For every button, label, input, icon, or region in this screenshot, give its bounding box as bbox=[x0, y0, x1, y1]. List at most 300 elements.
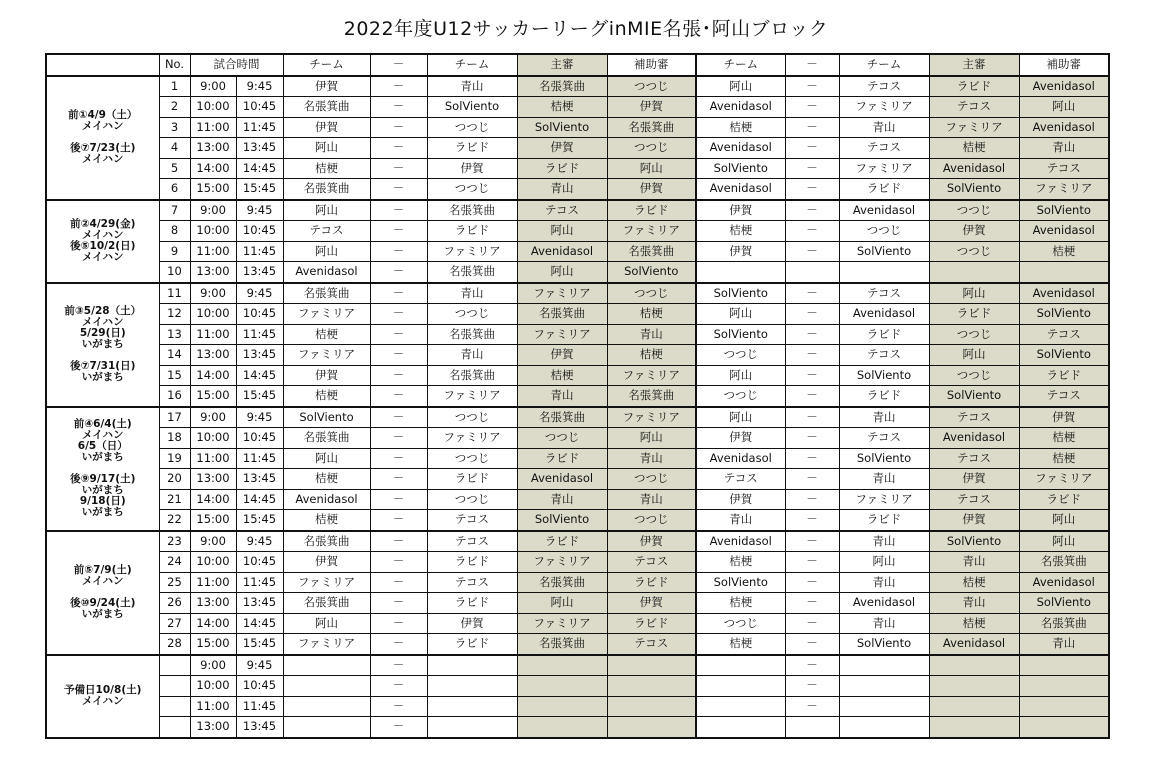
match-no: 16 bbox=[159, 386, 190, 407]
table-row bbox=[46, 262, 1109, 283]
start-time: 9:00 bbox=[190, 655, 236, 676]
team-a-home: Avenidasol bbox=[283, 489, 370, 510]
referee-a: ラビド bbox=[517, 448, 607, 469]
end-time: 14:45 bbox=[236, 489, 283, 510]
team-b-home: 阿山 bbox=[696, 407, 785, 428]
referee-b: テコス bbox=[929, 407, 1019, 428]
start-time: 10:00 bbox=[190, 676, 236, 697]
team-b-away: テコス bbox=[839, 138, 929, 159]
vs-dash: － bbox=[785, 552, 839, 573]
vs-dash: － bbox=[370, 262, 427, 283]
team-b-away: ラビド bbox=[839, 386, 929, 407]
team-b-home: つつじ bbox=[696, 386, 785, 407]
vs-dash: － bbox=[370, 572, 427, 593]
date-line: メイハン bbox=[81, 251, 124, 264]
referee-a bbox=[517, 655, 607, 676]
table-row bbox=[46, 179, 1109, 200]
referee-b: 伊賀 bbox=[929, 221, 1019, 242]
team-b-away: 青山 bbox=[839, 613, 929, 634]
date-line: 後⑨9/17(土) bbox=[70, 473, 136, 485]
referee-b: Avenidasol bbox=[929, 428, 1019, 449]
start-time: 9:00 bbox=[190, 76, 236, 97]
team-b-away: 青山 bbox=[839, 407, 929, 428]
start-time: 14:00 bbox=[190, 158, 236, 179]
vs-dash: － bbox=[370, 324, 427, 345]
assistant-b: SolViento bbox=[1019, 593, 1109, 614]
assistant-b: テコス bbox=[1019, 158, 1109, 179]
team-b-away: テコス bbox=[839, 76, 929, 97]
team-b-away bbox=[839, 262, 929, 283]
match-no: 6 bbox=[159, 179, 190, 200]
vs-dash: － bbox=[370, 448, 427, 469]
referee-b: ラビド bbox=[929, 304, 1019, 325]
referee-b bbox=[929, 262, 1019, 283]
end-time: 14:45 bbox=[236, 613, 283, 634]
vs-dash: － bbox=[785, 283, 839, 304]
assistant-a bbox=[607, 655, 696, 676]
match-date-cell bbox=[46, 407, 159, 531]
team-b-away: SolViento bbox=[839, 241, 929, 262]
referee-a: 青山 bbox=[517, 386, 607, 407]
referee-a: 青山 bbox=[517, 489, 607, 510]
match-no: 8 bbox=[159, 221, 190, 242]
match-no: 27 bbox=[159, 613, 190, 634]
assistant-a: つつじ bbox=[607, 283, 696, 304]
end-time: 15:45 bbox=[236, 179, 283, 200]
assistant-b: 桔梗 bbox=[1019, 428, 1109, 449]
date-line: メイハン bbox=[81, 153, 124, 166]
start-time: 13:00 bbox=[190, 345, 236, 366]
vs-dash: － bbox=[370, 158, 427, 179]
date-line: 前①4/9（土） bbox=[68, 108, 138, 121]
assistant-a: テコス bbox=[607, 552, 696, 573]
referee-a: テコス bbox=[517, 200, 607, 221]
team-b-home: 桔梗 bbox=[696, 593, 785, 614]
team-b-away: Avenidasol bbox=[839, 593, 929, 614]
team-b-home bbox=[696, 262, 785, 283]
table-row bbox=[46, 696, 1109, 717]
referee-a: Avenidasol bbox=[517, 469, 607, 490]
assistant-b: Avenidasol bbox=[1019, 572, 1109, 593]
assistant-a: つつじ bbox=[607, 510, 696, 531]
team-b-home: 阿山 bbox=[696, 76, 785, 97]
team-a-home: 桔梗 bbox=[283, 324, 370, 345]
end-time: 13:45 bbox=[236, 262, 283, 283]
vs-dash: － bbox=[370, 634, 427, 655]
team-b-away bbox=[839, 676, 929, 697]
match-no: 19 bbox=[159, 448, 190, 469]
date-line: 後⑤10/2(日) bbox=[70, 240, 136, 252]
match-no: 12 bbox=[159, 304, 190, 325]
assistant-a: ファミリア bbox=[607, 221, 696, 242]
end-time: 14:45 bbox=[236, 365, 283, 386]
match-no: 13 bbox=[159, 324, 190, 345]
match-no: 21 bbox=[159, 489, 190, 510]
team-a-away: 名張箕曲 bbox=[427, 262, 517, 283]
team-b-home: 青山 bbox=[696, 510, 785, 531]
assistant-b: Avenidasol bbox=[1019, 221, 1109, 242]
team-b-home: SolViento bbox=[696, 324, 785, 345]
referee-a: ファミリア bbox=[517, 283, 607, 304]
vs-dash: － bbox=[370, 717, 427, 738]
team-b-away: テコス bbox=[839, 428, 929, 449]
team-a-away bbox=[427, 696, 517, 717]
referee-a: 伊賀 bbox=[517, 138, 607, 159]
start-time: 15:00 bbox=[190, 179, 236, 200]
team-a-home: 桔梗 bbox=[283, 386, 370, 407]
referee-b: つつじ bbox=[929, 324, 1019, 345]
match-no: 18 bbox=[159, 428, 190, 449]
match-no: 23 bbox=[159, 531, 190, 552]
team-a-away: ラビド bbox=[427, 634, 517, 655]
vs-dash: － bbox=[785, 634, 839, 655]
team-b-away: 青山 bbox=[839, 117, 929, 138]
team-a-home bbox=[283, 676, 370, 697]
match-no bbox=[159, 717, 190, 738]
team-b-away: ファミリア bbox=[839, 158, 929, 179]
vs-dash: － bbox=[785, 345, 839, 366]
vs-dash: － bbox=[785, 593, 839, 614]
end-time: 9:45 bbox=[236, 283, 283, 304]
assistant-b bbox=[1019, 717, 1109, 738]
team-a-home: 名張箕曲 bbox=[283, 428, 370, 449]
vs-dash: － bbox=[785, 696, 839, 717]
team-a-away: ファミリア bbox=[427, 241, 517, 262]
header-assistant-1: 補助審 bbox=[607, 54, 696, 76]
start-time: 9:00 bbox=[190, 407, 236, 428]
assistant-b: 阿山 bbox=[1019, 97, 1109, 118]
team-b-home bbox=[696, 655, 785, 676]
date-line: 前②4/29(金) bbox=[70, 217, 136, 230]
referee-b: つつじ bbox=[929, 365, 1019, 386]
start-time: 15:00 bbox=[190, 510, 236, 531]
start-time: 11:00 bbox=[190, 572, 236, 593]
end-time: 13:45 bbox=[236, 469, 283, 490]
referee-a bbox=[517, 676, 607, 697]
table-row bbox=[46, 634, 1109, 655]
team-b-away: ラビド bbox=[839, 324, 929, 345]
team-a-away: 青山 bbox=[427, 283, 517, 304]
team-a-away: ラビド bbox=[427, 593, 517, 614]
date-line: いがまち bbox=[81, 450, 124, 463]
referee-a: 青山 bbox=[517, 179, 607, 200]
vs-dash: － bbox=[785, 324, 839, 345]
assistant-a: 伊賀 bbox=[607, 97, 696, 118]
match-no: 26 bbox=[159, 593, 190, 614]
header-referee-2: 主審 bbox=[929, 54, 1019, 76]
team-a-home: ファミリア bbox=[283, 634, 370, 655]
team-a-home bbox=[283, 696, 370, 717]
assistant-a: つつじ bbox=[607, 469, 696, 490]
referee-a: SolViento bbox=[517, 510, 607, 531]
assistant-b: SolViento bbox=[1019, 304, 1109, 325]
team-a-home: 名張箕曲 bbox=[283, 283, 370, 304]
team-b-away: ラビド bbox=[839, 510, 929, 531]
assistant-a: 青山 bbox=[607, 448, 696, 469]
assistant-a: テコス bbox=[607, 634, 696, 655]
assistant-a: 阿山 bbox=[607, 428, 696, 449]
vs-dash: － bbox=[785, 304, 839, 325]
assistant-b: Avenidasol bbox=[1019, 76, 1109, 97]
assistant-a: 伊賀 bbox=[607, 531, 696, 552]
table-row bbox=[46, 469, 1109, 490]
vs-dash bbox=[785, 262, 839, 283]
team-a-away: 名張箕曲 bbox=[427, 200, 517, 221]
referee-a: 阿山 bbox=[517, 262, 607, 283]
date-line: 5/29(日) bbox=[79, 326, 126, 339]
vs-dash: － bbox=[785, 386, 839, 407]
assistant-a bbox=[607, 696, 696, 717]
assistant-b: ファミリア bbox=[1019, 179, 1109, 200]
vs-dash: － bbox=[785, 76, 839, 97]
table-row bbox=[46, 407, 1109, 428]
assistant-a: ラビド bbox=[607, 613, 696, 634]
table-row bbox=[46, 138, 1109, 159]
referee-b: 青山 bbox=[929, 593, 1019, 614]
vs-dash: － bbox=[370, 283, 427, 304]
date-line: 前⑤7/9(土) bbox=[73, 563, 132, 576]
start-time: 11:00 bbox=[190, 241, 236, 262]
date-line: いがまち bbox=[81, 608, 124, 621]
date-line: 前③5/28（土） bbox=[64, 304, 142, 317]
header-team-4: チーム bbox=[839, 54, 929, 76]
vs-dash: － bbox=[370, 531, 427, 552]
assistant-a: つつじ bbox=[607, 76, 696, 97]
date-line: 後⑦7/31(日) bbox=[70, 360, 136, 373]
referee-a: 伊賀 bbox=[517, 345, 607, 366]
vs-dash: － bbox=[370, 655, 427, 676]
date-line: いがまち bbox=[81, 371, 124, 384]
team-b-home: 伊賀 bbox=[696, 489, 785, 510]
assistant-b: Avenidasol bbox=[1019, 117, 1109, 138]
match-date-cell bbox=[46, 76, 159, 200]
assistant-a: 伊賀 bbox=[607, 593, 696, 614]
team-b-home: 桔梗 bbox=[696, 552, 785, 573]
team-b-away bbox=[839, 655, 929, 676]
vs-dash: － bbox=[370, 407, 427, 428]
match-no: 7 bbox=[159, 200, 190, 221]
vs-dash: － bbox=[785, 676, 839, 697]
team-a-home bbox=[283, 717, 370, 738]
vs-dash: － bbox=[370, 200, 427, 221]
vs-dash: － bbox=[785, 572, 839, 593]
assistant-a: ファミリア bbox=[607, 365, 696, 386]
match-no bbox=[159, 676, 190, 697]
team-a-away: テコス bbox=[427, 572, 517, 593]
team-a-away bbox=[427, 676, 517, 697]
header-date-blank bbox=[46, 54, 159, 76]
assistant-b: 阿山 bbox=[1019, 510, 1109, 531]
referee-b: 阿山 bbox=[929, 345, 1019, 366]
referee-b: テコス bbox=[929, 489, 1019, 510]
vs-dash: － bbox=[785, 510, 839, 531]
table-row bbox=[46, 117, 1109, 138]
team-b-home: Avenidasol bbox=[696, 179, 785, 200]
team-a-away: 青山 bbox=[427, 76, 517, 97]
date-line: 6/5（日） bbox=[77, 439, 128, 452]
header-no: No. bbox=[159, 54, 190, 76]
team-b-home: つつじ bbox=[696, 345, 785, 366]
vs-dash: － bbox=[785, 138, 839, 159]
end-time: 10:45 bbox=[236, 97, 283, 118]
referee-b: つつじ bbox=[929, 241, 1019, 262]
team-a-away bbox=[427, 717, 517, 738]
vs-dash: － bbox=[370, 97, 427, 118]
schedule-table bbox=[45, 53, 1110, 739]
vs-dash: － bbox=[370, 221, 427, 242]
table-row bbox=[46, 510, 1109, 531]
referee-a: 名張箕曲 bbox=[517, 304, 607, 325]
vs-dash: － bbox=[785, 531, 839, 552]
team-b-away: ラビド bbox=[839, 179, 929, 200]
assistant-b: テコス bbox=[1019, 324, 1109, 345]
vs-dash: － bbox=[785, 448, 839, 469]
referee-a: Avenidasol bbox=[517, 241, 607, 262]
start-time: 13:00 bbox=[190, 469, 236, 490]
header-assistant-2: 補助審 bbox=[1019, 54, 1109, 76]
referee-a: 名張箕曲 bbox=[517, 76, 607, 97]
team-b-home: テコス bbox=[696, 469, 785, 490]
start-time: 11:00 bbox=[190, 696, 236, 717]
match-no: 3 bbox=[159, 117, 190, 138]
team-a-home: 阿山 bbox=[283, 138, 370, 159]
assistant-b: SolViento bbox=[1019, 345, 1109, 366]
referee-b: 阿山 bbox=[929, 283, 1019, 304]
date-line: いがまち bbox=[81, 506, 124, 519]
start-time: 13:00 bbox=[190, 262, 236, 283]
date-line: メイハン bbox=[81, 574, 124, 587]
start-time: 10:00 bbox=[190, 428, 236, 449]
team-b-away: Avenidasol bbox=[839, 304, 929, 325]
end-time: 14:45 bbox=[236, 158, 283, 179]
vs-dash: － bbox=[370, 241, 427, 262]
match-no: 2 bbox=[159, 97, 190, 118]
vs-dash: － bbox=[785, 365, 839, 386]
referee-a: SolViento bbox=[517, 117, 607, 138]
vs-dash: － bbox=[370, 304, 427, 325]
date-line: 9/18(日) bbox=[79, 495, 126, 508]
end-time: 10:45 bbox=[236, 428, 283, 449]
vs-dash: － bbox=[785, 97, 839, 118]
referee-b bbox=[929, 696, 1019, 717]
date-line: 後⑦7/23(土) bbox=[70, 142, 136, 154]
start-time: 13:00 bbox=[190, 138, 236, 159]
team-a-away: ファミリア bbox=[427, 428, 517, 449]
referee-b: Avenidasol bbox=[929, 158, 1019, 179]
vs-dash: － bbox=[785, 117, 839, 138]
end-time: 13:45 bbox=[236, 138, 283, 159]
date-line: 前④6/4(土) bbox=[73, 417, 132, 430]
end-time: 11:45 bbox=[236, 117, 283, 138]
table-row bbox=[46, 572, 1109, 593]
assistant-b bbox=[1019, 696, 1109, 717]
team-a-away: つつじ bbox=[427, 407, 517, 428]
end-time: 15:45 bbox=[236, 634, 283, 655]
team-a-home: 名張箕曲 bbox=[283, 593, 370, 614]
team-b-away: テコス bbox=[839, 283, 929, 304]
end-time: 9:45 bbox=[236, 200, 283, 221]
end-time: 9:45 bbox=[236, 655, 283, 676]
header-row bbox=[46, 54, 1109, 76]
start-time: 10:00 bbox=[190, 221, 236, 242]
referee-b: テコス bbox=[929, 448, 1019, 469]
header-team-1: チーム bbox=[283, 54, 370, 76]
assistant-b: 青山 bbox=[1019, 138, 1109, 159]
match-date-cell bbox=[46, 531, 159, 655]
vs-dash: － bbox=[785, 241, 839, 262]
referee-b: 青山 bbox=[929, 552, 1019, 573]
start-time: 10:00 bbox=[190, 304, 236, 325]
assistant-a bbox=[607, 717, 696, 738]
team-a-home: 桔梗 bbox=[283, 469, 370, 490]
table-row bbox=[46, 241, 1109, 262]
referee-a: 阿山 bbox=[517, 593, 607, 614]
team-a-home bbox=[283, 655, 370, 676]
vs-dash: － bbox=[785, 221, 839, 242]
vs-dash: － bbox=[370, 386, 427, 407]
team-b-home bbox=[696, 676, 785, 697]
team-b-home: 阿山 bbox=[696, 304, 785, 325]
vs-dash: － bbox=[370, 552, 427, 573]
assistant-b: 伊賀 bbox=[1019, 407, 1109, 428]
match-no: 17 bbox=[159, 407, 190, 428]
vs-dash: － bbox=[370, 365, 427, 386]
start-time: 10:00 bbox=[190, 552, 236, 573]
team-b-away: SolViento bbox=[839, 365, 929, 386]
schedule-body bbox=[46, 54, 1109, 738]
team-b-away bbox=[839, 717, 929, 738]
end-time: 15:45 bbox=[236, 386, 283, 407]
vs-dash: － bbox=[785, 158, 839, 179]
table-row bbox=[46, 613, 1109, 634]
assistant-b: 桔梗 bbox=[1019, 448, 1109, 469]
match-no: 15 bbox=[159, 365, 190, 386]
referee-b bbox=[929, 655, 1019, 676]
assistant-a: ラビド bbox=[607, 572, 696, 593]
assistant-b: 名張箕曲 bbox=[1019, 613, 1109, 634]
team-b-home: SolViento bbox=[696, 283, 785, 304]
team-a-home: Avenidasol bbox=[283, 262, 370, 283]
table-row bbox=[46, 655, 1109, 676]
match-no: 24 bbox=[159, 552, 190, 573]
team-a-away: 伊賀 bbox=[427, 158, 517, 179]
team-b-home: Avenidasol bbox=[696, 97, 785, 118]
assistant-a: 桔梗 bbox=[607, 345, 696, 366]
start-time: 10:00 bbox=[190, 97, 236, 118]
table-row bbox=[46, 448, 1109, 469]
referee-b: SolViento bbox=[929, 531, 1019, 552]
referee-a: 阿山 bbox=[517, 221, 607, 242]
header-time: 試合時間 bbox=[190, 54, 283, 76]
date-line: メイハン bbox=[81, 315, 124, 328]
end-time: 10:45 bbox=[236, 304, 283, 325]
team-a-away: SolViento bbox=[427, 97, 517, 118]
vs-dash: － bbox=[370, 179, 427, 200]
vs-dash: － bbox=[370, 138, 427, 159]
team-b-home: SolViento bbox=[696, 158, 785, 179]
team-b-home bbox=[696, 717, 785, 738]
date-line: メイハン bbox=[81, 428, 124, 441]
vs-dash: － bbox=[785, 428, 839, 449]
table-row bbox=[46, 200, 1109, 221]
team-b-home bbox=[696, 696, 785, 717]
date-line: 後⑩9/24(土) bbox=[70, 597, 136, 609]
referee-b: 桔梗 bbox=[929, 138, 1019, 159]
table-row bbox=[46, 428, 1109, 449]
team-a-away: ラビド bbox=[427, 221, 517, 242]
vs-dash: － bbox=[370, 676, 427, 697]
match-no: 5 bbox=[159, 158, 190, 179]
